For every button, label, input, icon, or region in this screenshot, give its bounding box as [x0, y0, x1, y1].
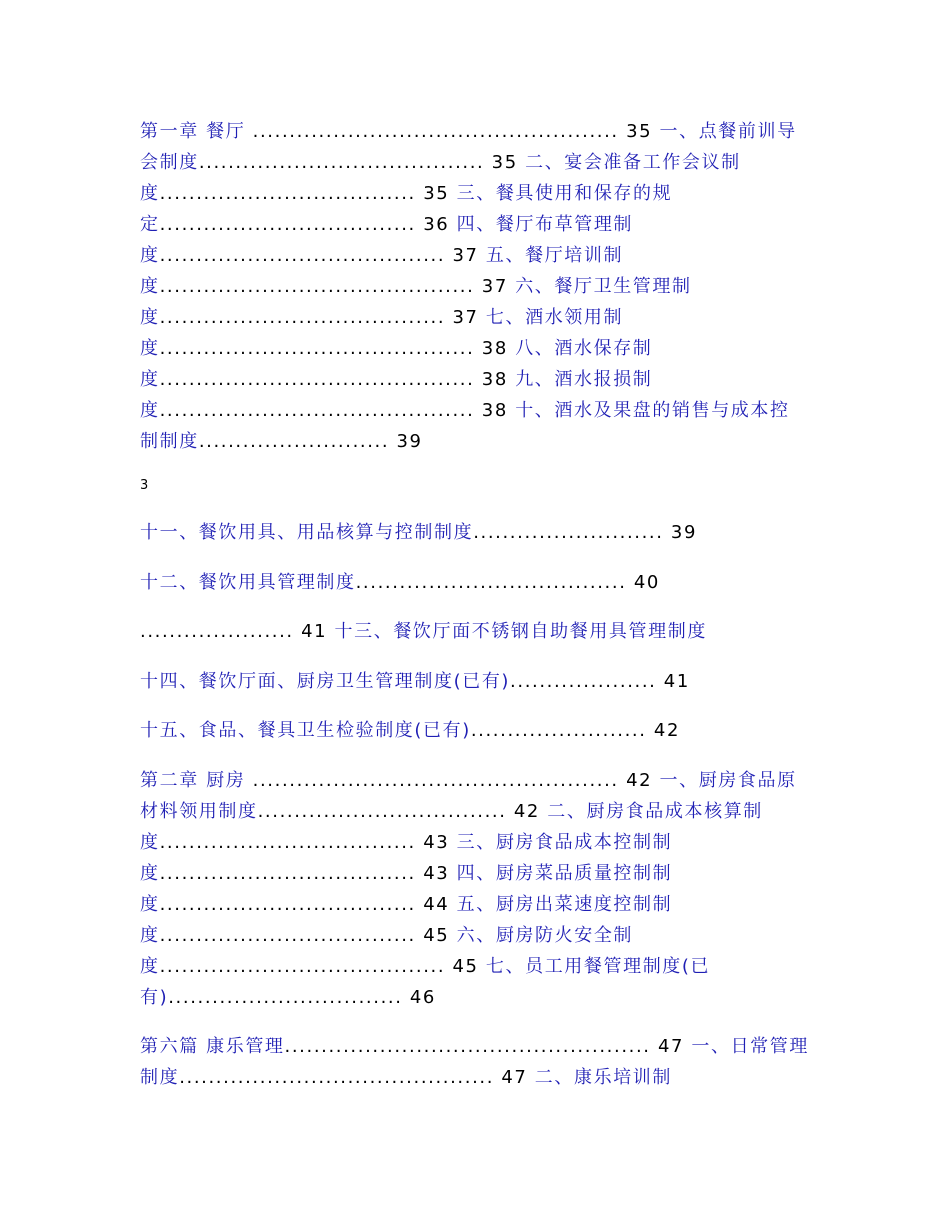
toc-line: [140, 719, 680, 743]
toc-link[interactable]: 度: [140, 183, 160, 204]
toc-link[interactable]: 有): [140, 987, 169, 1008]
toc-line: [140, 831, 672, 855]
toc-leader: ........................: [470, 720, 647, 741]
toc-line: [140, 244, 623, 268]
toc-page-number: 41: [656, 671, 690, 692]
toc-leader: ..................................: [257, 801, 507, 822]
toc-page-number: 40: [626, 572, 660, 593]
toc-link[interactable]: 九、酒水报损制: [515, 369, 653, 390]
toc-link[interactable]: 七、员工用餐管理制度(已: [485, 956, 711, 977]
toc-line: [140, 120, 797, 144]
toc-leader: .......................................: [159, 307, 446, 328]
toc-link[interactable]: 第二章 厨房: [140, 770, 253, 791]
toc-link[interactable]: 度: [140, 956, 160, 977]
toc-link[interactable]: 一、厨房食品原: [659, 770, 797, 791]
toc-page-number: 42: [618, 770, 660, 791]
toc-line: [140, 337, 652, 361]
toc-link[interactable]: 会制度: [140, 152, 199, 173]
toc-link[interactable]: 度: [140, 894, 160, 915]
toc-page-number: 43: [415, 863, 457, 884]
toc-page-number: 41: [293, 621, 335, 642]
toc-line: [140, 430, 423, 454]
toc-link[interactable]: 六、厨房防火安全制: [456, 925, 634, 946]
toc-line: [140, 1066, 672, 1090]
toc-page-number: 39: [663, 522, 698, 543]
toc-link[interactable]: 一、点餐前训导: [659, 121, 797, 142]
toc-line: [140, 182, 672, 206]
toc-page-number: 35: [415, 183, 457, 204]
toc-page-number: 46: [402, 987, 436, 1008]
toc-leader: ...........................................: [159, 400, 475, 421]
toc-page-number: 42: [646, 720, 681, 741]
toc-page-number: 47: [650, 1036, 692, 1057]
toc-link[interactable]: 十五、食品、餐具卫生检验制度(已有): [140, 720, 471, 741]
toc-leader: ..................................................: [252, 770, 619, 791]
toc-page-number: 38: [474, 369, 516, 390]
toc-page-number: 39: [389, 431, 423, 452]
toc-link[interactable]: 三、厨房食品成本控制制: [456, 832, 673, 853]
toc-page-number: 38: [474, 400, 516, 421]
toc-line: [140, 275, 692, 299]
toc-line: [140, 769, 797, 793]
toc-link[interactable]: 度: [140, 369, 160, 390]
toc-line: [140, 955, 710, 979]
toc-link[interactable]: 度: [140, 245, 160, 266]
toc-link[interactable]: 度: [140, 307, 160, 328]
toc-leader: ................................: [168, 987, 403, 1008]
toc-link[interactable]: 度: [140, 338, 160, 359]
toc-link[interactable]: 制度: [140, 1067, 180, 1088]
toc-leader: ..........................: [198, 431, 390, 452]
toc-link[interactable]: 八、酒水保存制: [515, 338, 653, 359]
toc-link[interactable]: 十四、餐饮厅面、厨房卫生管理制度(已有): [140, 671, 511, 692]
toc-line: [140, 924, 633, 948]
toc-leader: .......................................: [198, 152, 485, 173]
toc-page-number: 36: [415, 214, 457, 235]
toc-line: [140, 399, 790, 423]
toc-link[interactable]: 十二、餐饮用具管理制度: [140, 572, 356, 593]
toc-line: [140, 800, 763, 824]
toc-leader: ...........................................: [159, 369, 475, 390]
toc-page-number: 43: [415, 832, 457, 853]
toc-link[interactable]: 六、餐厅卫生管理制: [515, 276, 692, 297]
toc-link[interactable]: 五、餐厅培训制: [485, 245, 624, 266]
toc-page-number: 42: [506, 801, 548, 822]
toc-leader: ...................................: [159, 894, 416, 915]
toc-leader: ...................................: [159, 183, 416, 204]
toc-page-number: 44: [415, 894, 457, 915]
toc-link[interactable]: 制制度: [140, 431, 199, 452]
toc-leader: ..........................: [473, 522, 664, 543]
page-number: 3: [140, 478, 149, 493]
toc-link[interactable]: 五、厨房出菜速度控制制: [456, 894, 673, 915]
toc-leader: ...........................................: [159, 276, 475, 297]
toc-leader: ...................................: [159, 832, 416, 853]
toc-line: [140, 986, 436, 1010]
toc-leader: .......................................: [159, 245, 446, 266]
toc-link[interactable]: 度: [140, 832, 160, 853]
toc-line: [140, 521, 697, 545]
toc-line: [140, 670, 690, 694]
toc-leader: .....................: [140, 621, 294, 642]
toc-page-number: 37: [474, 276, 516, 297]
toc-page-number: 37: [445, 245, 486, 266]
toc-leader: ...................................: [159, 925, 416, 946]
toc-leader: ....................: [510, 671, 657, 692]
toc-line: [140, 151, 741, 175]
toc-link[interactable]: 二、宴会准备工作会议制: [525, 152, 741, 173]
toc-link[interactable]: 二、厨房食品成本核算制: [547, 801, 763, 822]
toc-page-number: 35: [618, 121, 660, 142]
toc-leader: ...........................................: [179, 1067, 495, 1088]
toc-link[interactable]: 四、餐厅布草管理制: [456, 214, 634, 235]
toc-leader: ..................................................: [252, 121, 619, 142]
toc-link[interactable]: 度: [140, 400, 160, 421]
toc-line: [140, 620, 707, 644]
toc-link[interactable]: 七、酒水领用制: [485, 307, 624, 328]
toc-link[interactable]: 第六篇 康乐管理: [140, 1036, 285, 1057]
toc-leader: .......................................: [159, 956, 446, 977]
toc-line: [140, 306, 623, 330]
toc-page-number: 45: [415, 925, 457, 946]
toc-link[interactable]: 四、厨房菜品质量控制制: [456, 863, 673, 884]
toc-leader: .....................................: [355, 572, 627, 593]
toc-link[interactable]: 二、康乐培训制: [534, 1067, 672, 1088]
toc-link[interactable]: 三、餐具使用和保存的规: [456, 183, 673, 204]
toc-link[interactable]: 度: [140, 276, 160, 297]
toc-link[interactable]: 第一章 餐厅: [140, 121, 253, 142]
toc-line: [140, 368, 652, 392]
toc-link[interactable]: 十、酒水及果盘的销售与成本控: [515, 400, 790, 421]
toc-link[interactable]: 材料领用制度: [140, 801, 258, 822]
toc-page-number: 35: [484, 152, 526, 173]
toc-page-number: 47: [494, 1067, 535, 1088]
toc-link[interactable]: 十三、餐饮厅面不锈钢自助餐用具管理制度: [334, 621, 707, 642]
toc-page-number: 37: [445, 307, 486, 328]
toc-link[interactable]: 定: [140, 214, 160, 235]
toc-page-number: 38: [474, 338, 516, 359]
toc-line: [140, 862, 672, 886]
toc-link[interactable]: 度: [140, 863, 160, 884]
toc-line: [140, 893, 672, 917]
toc-link[interactable]: 十一、餐饮用具、用品核算与控制制度: [140, 522, 474, 543]
toc-link[interactable]: 度: [140, 925, 160, 946]
toc-line: [140, 1035, 809, 1059]
toc-link[interactable]: 一、日常管理: [691, 1036, 809, 1057]
toc-leader: ...........................................: [159, 338, 475, 359]
toc-leader: ...................................: [159, 214, 416, 235]
toc-line: [140, 213, 633, 237]
toc-leader: ...................................: [159, 863, 416, 884]
toc-page-number: 45: [445, 956, 486, 977]
toc-leader: ..................................................: [284, 1036, 651, 1057]
toc-line: [140, 571, 660, 595]
